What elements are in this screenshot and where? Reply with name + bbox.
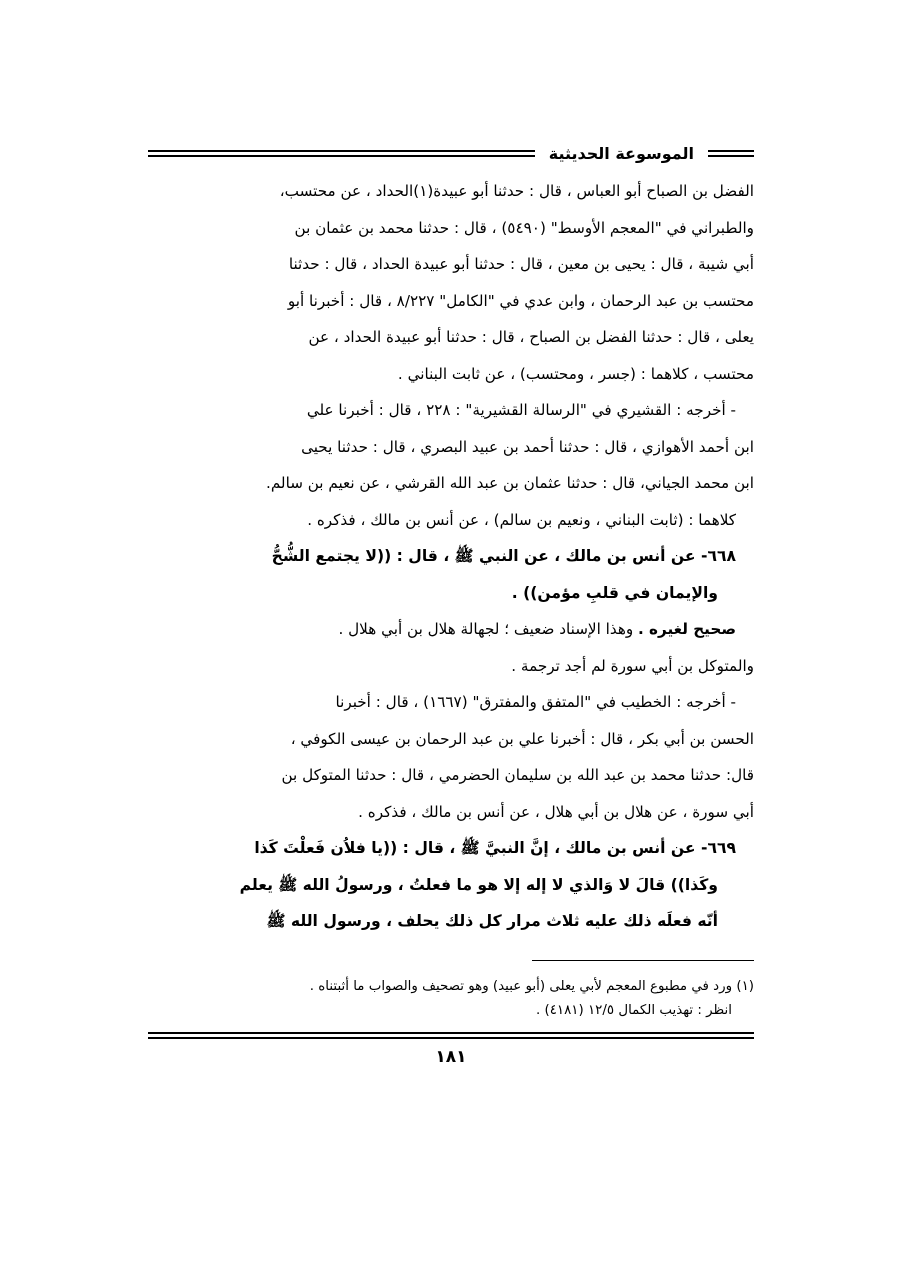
header-rule-short: [708, 150, 754, 157]
hadith-line: أنّه فعلَه ذلك عليه ثلاث مرار كل ذلك يحلف ، ورسول الله ﷺ: [266, 912, 718, 930]
footnote-separator: [532, 960, 754, 961]
text-line: قال: حدثنا محمد بن عبد الله بن سليمان الحضرمي ، قال : حدثنا المتوكل بن: [281, 766, 754, 784]
page-number: ١٨١: [435, 1046, 467, 1067]
footnote-continuation: انظر : تهذيب الكمال ١٢/٥ (٤١٨١) .: [535, 1002, 732, 1018]
grade-label: صحيح لغيره .: [638, 620, 736, 638]
grading-line: [148, 611, 754, 648]
header-title: الموسوعة الحديثية: [548, 143, 694, 163]
hadith-line: ٦٦٩- عن أنس بن مالك ، إنَّ النبيَّ ﷺ ، قال : ((يا فلاُن فَعلْتَ كَذا: [254, 839, 736, 857]
text-line: ابن أحمد الأهوازي ، قال : حدثنا أحمد بن عبيد البصري ، قال : حدثنا يحيى: [301, 437, 754, 456]
hadith-line: ٦٦٨- عن أنس بن مالك ، عن النبي ﷺ ، قال : ((لا يجتمع الشُّحُّ: [271, 547, 736, 565]
hadith-line: والإيمان في قلبِ مؤمن)) .: [511, 583, 718, 602]
text-line: محتسب بن عبد الرحمان ، وابن عدي في "الكامل" ٨/٢٢٧ ، قال : أخبرنا أبو: [287, 291, 754, 310]
book-page: [148, 135, 754, 1067]
text-line: الحسن بن أبي بكر ، قال : أخبرنا علي بن عبد الرحمان بن عيسى الكوفي ،: [290, 729, 754, 748]
text-line: أبي شيبة ، قال : يحيى بن معين ، قال : حدثنا أبو عبيدة الحداد ، قال : حدثنا: [288, 255, 754, 273]
text-line: ابن محمد الجياني، قال : حدثنا عثمان بن عبد الله القرشي ، عن نعيم بن سالم.: [266, 474, 754, 492]
header-rule-long: [148, 150, 535, 157]
text-line: محتسب ، كلاهما : (جسر ، ومحتسب) ، عن ثابت البناني .: [397, 364, 754, 383]
main-text: [148, 173, 754, 940]
text-line: أبي سورة ، عن هلال بن أبي هلال ، عن أنس بن مالك ، فذكره .: [358, 802, 754, 821]
text-line: كلاهما : (ثابت البناني ، ونعيم بن سالم) ، عن أنس بن مالك ، فذكره .: [307, 510, 736, 529]
text-line: والطبراني في "المعجم الأوسط" (٥٤٩٠) ، قال : حدثنا محمد بن عثمان بن: [294, 218, 754, 237]
footnote: (١) ورد في مطبوع المعجم لأبي يعلى (أبو عبيد) وهو تصحيف والصواب ما أثبتناه .: [309, 978, 754, 994]
text-line: الفضل بن الصباح أبو العباس ، قال : حدثنا أبو عبيدة(١)الحداد ، عن محتسب،: [279, 182, 754, 200]
hadith-line: وكَذا)) قالَ لا وَالذي لا إله إلا هو ما فعلتُ ، ورسولُ الله ﷺ يعلم: [239, 875, 718, 894]
text-line: - أخرجه : القشيري في "الرسالة القشيرية" : ٢٢٨ ، قال : أخبرنا علي: [306, 401, 736, 419]
footer-rule: [148, 1032, 754, 1039]
text-line: - أخرجه : الخطيب في "المتفق والمفترق" (١٦٦٧) ، قال : أخبرنا: [335, 693, 736, 711]
grade-rest: وهذا الإسناد ضعيف ؛ لجهالة هلال بن أبي هلال .: [338, 620, 638, 638]
text-line: والمتوكل بن أبي سورة لم أجد ترجمة .: [511, 656, 754, 675]
running-header: [148, 135, 754, 171]
footnotes: [148, 975, 754, 1023]
text-line: يعلى ، قال : حدثنا الفضل بن الصباح ، قال : حدثنا أبو عبيدة الحداد ، عن: [308, 328, 754, 346]
